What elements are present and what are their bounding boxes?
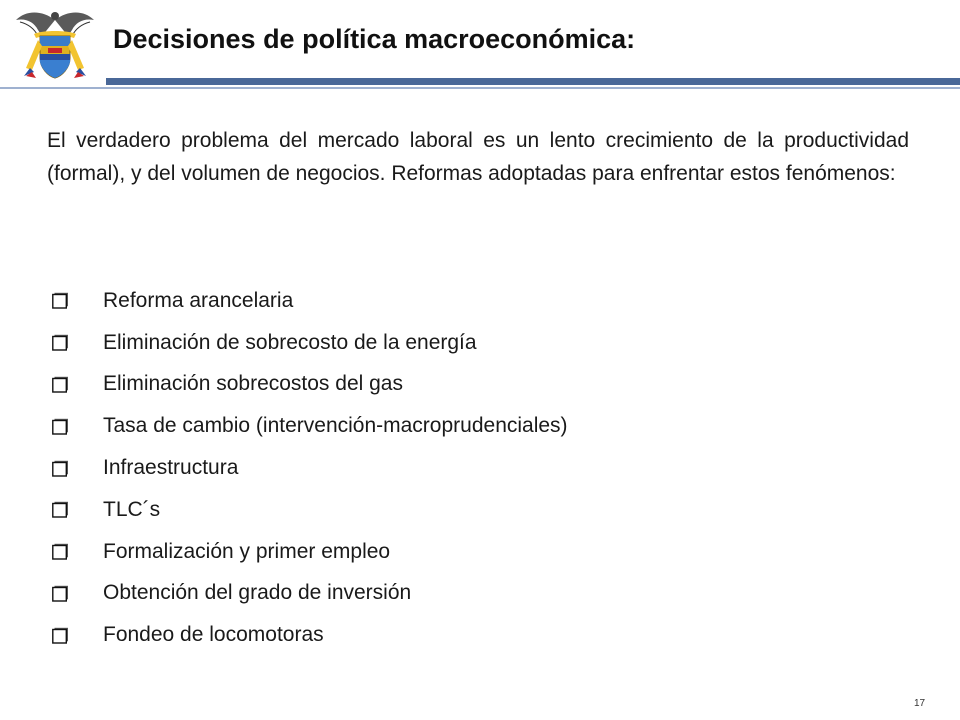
coat-of-arms-logo [12,6,98,82]
checkbox-bullet-icon [52,585,69,602]
list-item [52,322,568,364]
list-item [52,364,568,406]
page-number: 17 [914,698,926,709]
list-item [52,531,568,573]
list-item-label: Obtención del grado de inversión [103,581,412,605]
intro-paragraph: El verdadero problema del mercado laboral es un lento crecimiento de la productividad (formal), y del volumen de negocios. Reformas adoptadas para enfrentar estos fenómenos: [47,129,909,185]
page-title: Decisiones de política macroeconómica: [113,24,636,54]
checkbox-bullet-icon [52,543,69,560]
list-item-label: TLC´s [103,497,161,521]
list-item-label: Eliminación sobrecostos del gas [103,372,403,396]
checkbox-bullet-icon [52,376,69,393]
list-item-label: Tasa de cambio (intervención-macroprudenciales) [103,414,568,438]
list-item-label: Fondeo de locomotoras [103,623,324,647]
list-item [52,489,568,531]
checkbox-bullet-icon [52,334,69,351]
list-item-label: Eliminación de sobrecosto de la energía [103,330,477,354]
checkbox-bullet-icon [52,418,69,435]
checkbox-bullet-icon [52,292,69,309]
reform-list [52,280,568,656]
list-item [52,614,568,656]
list-item-label: Formalización y primer empleo [103,539,391,563]
checkbox-bullet-icon [52,460,69,477]
title-divider-thin [0,87,960,89]
list-item-label: Reforma arancelaria [103,288,294,312]
list-item-label: Infraestructura [103,456,239,480]
title-divider [106,78,960,85]
list-item [52,280,568,322]
list-item [52,573,568,615]
checkbox-bullet-icon [52,627,69,644]
checkbox-bullet-icon [52,501,69,518]
condor-head [51,12,59,20]
list-item [52,405,568,447]
list-item [52,447,568,489]
